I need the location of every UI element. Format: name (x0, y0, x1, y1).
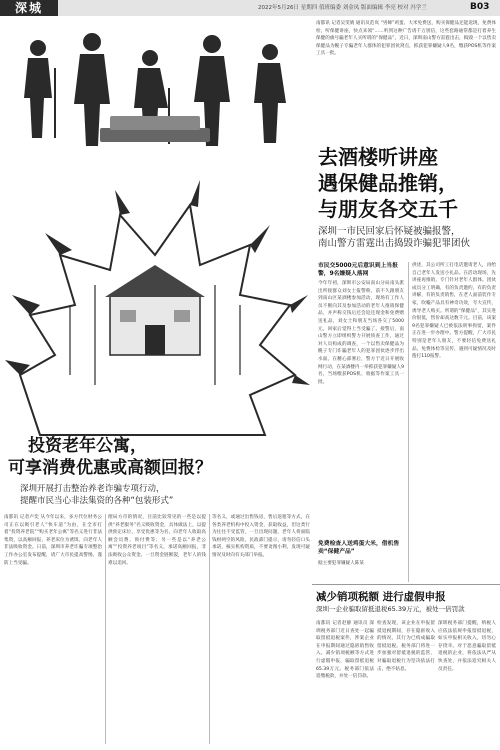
top-right-body: 供述，其公司所工打电话邀请老人，再给自己老年人发送小礼品。在活动现场，先讲座再推销，专门针对老年人群体。团伙成员分工明确，有的负责邀约，有的负责讲解，有的负责销售，在老人面前装作专家，吹嘘产品具有神奇功效，夸大宣传，诱导老人购买。所谓的“保健品”，其实进价很低，售价却高达数千元。目前，该案9名犯罪嫌疑人已被依法刑事拘留，案件正在进一步办理中。警方提醒，广大市民特别是老年人朋友，不要轻信免费送礼品、免费体检等宣传，遇到可疑情况及时拨打110报警。 (412, 263, 496, 360)
section-tag: 深城 (0, 0, 58, 16)
top-subhead-line2: 南山警方雷霆出击捣毁诈骗犯罪团伙 (318, 238, 471, 249)
dateline: 2022年5月26日 星期四 值班编委 刘金凤 版面编辑 李亮 校对 冯学兰 (258, 5, 427, 11)
cover-body-col1: 南都讯 记者卢奕 从今年以来，多方代位财务公司正在以吸引老人“快车道”为由，在全市打着“投资养老院”“购买老年公寓”等名义进行非法集资，以高额回报、养老床位为诱饵，向老年人非法吸收资金。日前，深圳市养老诈骗专项整治工作办公室发布提醒，请广大市民提高警惕，谨防上当受骗。 (4, 515, 102, 566)
second-subhead: 深圳一企业骗取留抵退税65.39万元，被处一倍罚款 (316, 605, 465, 613)
second-headline: 减少销项税额 进行虚假申报 (316, 591, 446, 603)
top-left-body: 今年年初，深圳市公安局南山分局南头派出所接群众刘女士报警称，前不久跟朋友到南山区某酒楼参加活动，现场有工作人员不断向其及参加活动的老年人推销保健品，并声称交钱后还会返还现金和免费赠送礼品，刘女士和朋友当场各交了5000元，回家后觉得上当受骗了。接警后，南山警方立即组织警力开展侦查工作，通过对人员构成的调查，一个以售卖保健品为幌子专门诈骗老年人的犯罪团伙逐步浮出水面。在精心部署后，警方于近日开展收网行动，在某酒楼内一举抓获犯罪嫌疑人9名，当场缴获POS机、收据等作案工具一批。 (318, 281, 404, 385)
top-story-lead: 南都讯 记者吴雯婧 通讯员范岚 “男婶”鸡蛋、大米免费送，购买保健品还能返现，免费体检、听保健讲座，快点来领“……听到这种广告请千万别信，这些套路通常都是打着养生保健的旗号骗老年人买所谓的“保健品”。近日，深圳南山警方雷霆出击，捣毁一个以售卖保健品为幌子专骗老年人群体的犯罪团伙窝点，抓获犯罪嫌疑人9名，缴获POS机等作案工具一批。 (316, 21, 496, 57)
top-left-body-2: 据主要犯罪嫌疑人陈某 (318, 561, 364, 566)
top-left-subhead: 市民交5000元后意识到上当报警，9名嫌疑人落网 (318, 263, 398, 277)
column-rule (408, 262, 409, 582)
second-body-col3: 深圳税务部门提醒，纳税人应依法依规申报留抵退税，如实申报相关收入，切勿心存侥幸。对于恶意骗取留抵退税的企业，将依法从严从快查处，并依法追究相关人员责任。 (438, 621, 496, 672)
top-left-subhead-2: 免费检查人送鸡蛋大米，借机售卖“保健产品” (318, 541, 400, 555)
cover-body-col3: 等名义，或通过出售钱房、售后返租等方式，在各类养老机构中投入资金，获取收益，但这类行为往往不受监管，一旦出现问题，老年人将面临钱财两空的风险。民政部门提示，请勿轻信口头承诺，核实机构资质，不要贪图小利，发现可疑情况及时向有关部门举报。 (212, 515, 310, 558)
cover-body-col2: 理局方市的情况，目前比较常见的一些是以提供“养老服务”名义吸收资金，具体做法上，以提供预定床位、享受优惠等为名，向老年人收取高额会员费、预付费等；另一些是以“养老公寓”“投资养老项目”等名义，承诺高额回报，非法吸收公众资金。一旦资金链断裂，老年人的钱难以追回。 (108, 515, 206, 566)
top-headline-line3: 与朋友各交五千 (318, 197, 458, 221)
top-headline-line2: 遇保健品推销， (318, 171, 458, 195)
cover-subhead-line2: 提醒市民当心非法集资的各种“包装形式” (20, 496, 174, 506)
second-body-col1: 南都讯 记者赵静 通讯员 深圳税务部门近日查处一起骗取留抵退税案件，涉案企业在申报期间通过隐匿销售收入、减少销项税额等方式进行虚假申报，骗取留抵退税65.39万元。税务部门依法追缴税款，并处一倍罚款。 (316, 621, 374, 680)
top-headline-line1: 去酒楼听讲座 (318, 145, 438, 169)
trap-cage-illustration (0, 145, 310, 445)
column-rule (209, 514, 210, 744)
second-body-col2: 检查发现，该企业在申报留抵退税期间，存在隐匿收入的情况，其行为已构成骗取留抵退税。税务部门将进一步加强对留抵退税的监管，对骗取退税行为坚决依法打击，绝不姑息。 (377, 621, 435, 672)
column-rule (105, 514, 106, 744)
cover-subhead-line1: 深圳开展打击整治养老诈骗专项行动， (20, 484, 165, 494)
top-subhead-line1: 深圳一市民回家后怀疑被骗报警， (318, 226, 461, 237)
page-header (0, 0, 500, 16)
cover-headline-line2: 可享消费优惠或高额回报？ (8, 458, 212, 478)
cover-headline-line1: 投资老年公寓， (28, 436, 147, 456)
elderly-people-illustration (0, 18, 312, 158)
page-number: B03 (470, 2, 490, 12)
section-divider (312, 584, 500, 585)
